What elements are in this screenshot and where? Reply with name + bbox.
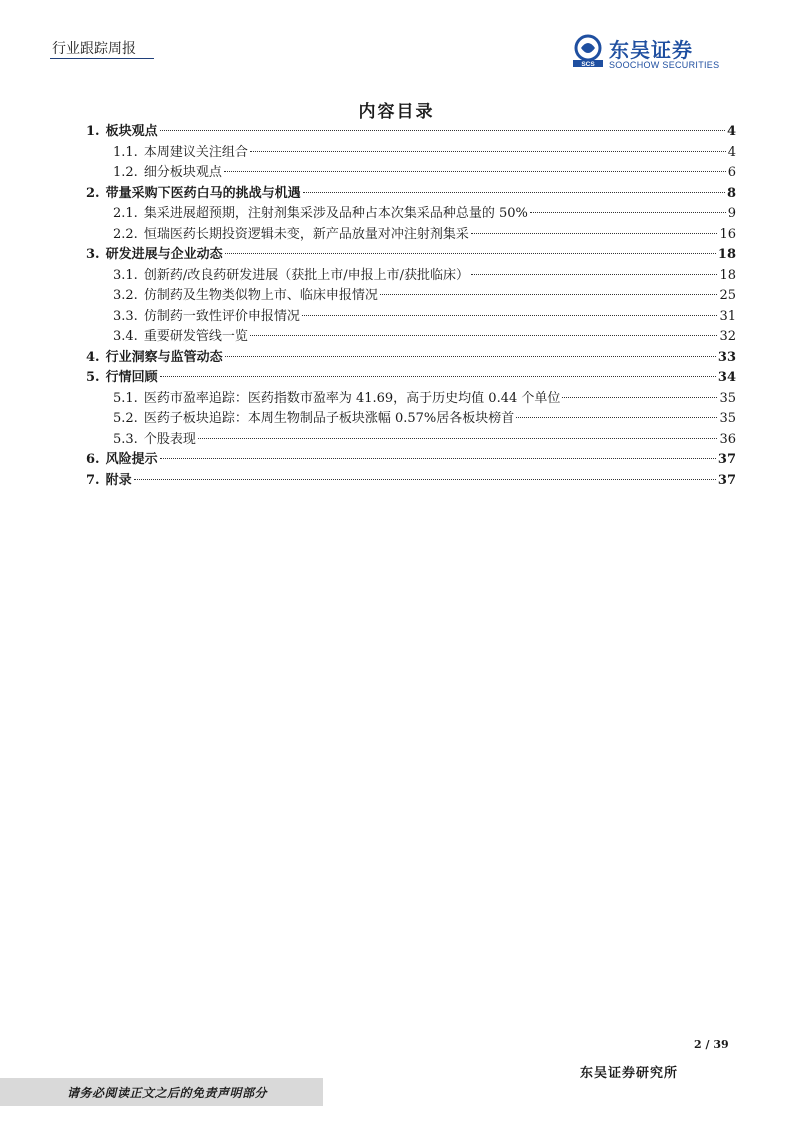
toc-leader-dots [471,233,718,234]
toc-entry-page: 35 [719,390,736,406]
footer-organization: 东吴证券研究所 [580,1066,679,1081]
toc-entry-page: 18 [719,267,736,283]
toc-entry-number: 5.2. [113,411,138,426]
toc-entry[interactable] [86,368,736,389]
toc-entry-label: 创新药/改良药研发进展（获批上市/申报上市/获批临床） [143,267,469,283]
toc-entry-label: 集采进展超预期，注射剂集采涉及品种占本次集采品种总量的 50% [143,206,528,221]
toc-leader-dots [380,294,718,295]
toc-entry-number: 3.1. [113,267,138,283]
toc-entry[interactable] [86,143,736,164]
toc-entry-number: 5.3. [113,431,138,447]
toc-entry-number: 3.4. [113,329,138,344]
toc-entry-page: 16 [719,226,736,242]
toc-entry[interactable] [86,307,736,328]
toc-entry[interactable] [86,122,736,143]
toc-entry-label: 附录 [105,472,132,488]
toc-entry-number: 4. [86,349,100,365]
toc-entry-label: 医药市盈率追踪：医药指数市盈率为 41.69，高于历史均值 0.44 个单位 [143,390,561,406]
toc-entry[interactable] [86,327,736,348]
toc-leader-dots [198,438,718,439]
logo-mark-text: SCS [581,61,595,68]
toc-entry-page: 31 [719,308,736,324]
toc-entry-label: 细分板块观点 [143,165,222,180]
toc-entry-page: 36 [719,431,736,447]
toc-entry-page: 4 [726,124,736,139]
toc-leader-dots [516,417,717,418]
toc-entry[interactable] [86,409,736,430]
toc-leader-dots [302,315,718,316]
toc-entry-number: 1.1. [113,144,138,160]
toc-entry-label: 行业洞察与监管动态 [105,349,223,365]
footer-disclaimer-band [0,1078,323,1106]
toc-leader-dots [160,376,716,377]
toc-entry-label: 本周建议关注组合 [143,144,248,160]
toc-entry[interactable] [86,245,736,266]
toc-title: 内容目录 [358,102,435,122]
toc-entry-page: 25 [719,288,736,303]
toc-entry-page: 37 [717,452,736,467]
toc-entry[interactable] [86,348,736,369]
toc-entry-label: 仿制药一致性评价申报情况 [143,308,300,324]
logo-chinese-name: 东吴证券 [609,38,693,62]
table-of-contents [86,122,736,491]
toc-entry-number: 5.1. [113,390,138,406]
toc-entry[interactable] [86,430,736,451]
toc-entry[interactable] [86,286,736,307]
toc-leader-dots [471,274,718,275]
toc-entry-label: 恒瑞医药长期投资逻辑未变，新产品放量对冲注射剂集采 [143,226,469,242]
toc-entry-label: 仿制药及生物类似物上市、临床申报情况 [143,288,378,303]
toc-entry[interactable] [86,204,736,225]
toc-entry-page: 9 [727,206,736,221]
toc-entry-label: 风险提示 [105,452,158,467]
toc-entry-page: 32 [719,329,736,344]
report-type-label: 行业跟踪周报 [52,41,136,57]
toc-entry[interactable] [86,225,736,246]
toc-entry-page: 35 [719,411,736,426]
toc-leader-dots [303,192,725,193]
toc-entry[interactable] [86,471,736,492]
toc-entry-page: 37 [717,472,736,488]
toc-entry-page: 18 [717,247,736,262]
toc-entry-label: 医药子板块追踪：本周生物制品子板块涨幅 0.57%居各板块榜首 [143,411,515,426]
toc-entry[interactable] [86,163,736,184]
toc-entry-number: 2.2. [113,226,138,242]
toc-entry[interactable] [86,389,736,410]
toc-entry-label: 重要研发管线一览 [143,329,248,344]
toc-entry-label: 个股表现 [143,431,196,447]
page-number: 2 / 39 [694,1038,729,1051]
toc-entry-number: 3. [86,247,100,262]
toc-entry-page: 6 [727,165,736,180]
toc-leader-dots [134,479,716,480]
toc-entry[interactable] [86,266,736,287]
toc-entry-number: 3.2. [113,288,138,303]
toc-entry-page: 8 [726,185,736,201]
toc-leader-dots [224,171,726,172]
logo-mark-icon [571,34,605,68]
company-logo [571,34,731,74]
toc-entry[interactable] [86,450,736,471]
toc-entry-number: 7. [86,472,100,488]
footer-disclaimer: 请务必阅读正文之后的免责声明部分 [67,1086,268,1100]
toc-entry-number: 3.3. [113,308,138,324]
toc-leader-dots [160,130,725,131]
toc-entry-number: 2.1. [113,206,138,221]
toc-entry-number: 2. [86,185,100,201]
toc-entry-label: 研发进展与企业动态 [105,247,223,262]
toc-leader-dots [250,335,718,336]
toc-leader-dots [250,151,726,152]
toc-entry-page: 34 [717,370,736,385]
toc-leader-dots [530,212,726,213]
toc-entry-label: 带量采购下医药白马的挑战与机遇 [105,185,301,201]
toc-leader-dots [225,356,716,357]
toc-entry-page: 33 [717,349,736,365]
toc-leader-dots [160,458,716,459]
toc-leader-dots [225,253,716,254]
toc-entry-page: 4 [727,144,736,160]
header-underline [50,58,154,59]
toc-entry-label: 行情回顾 [105,370,158,385]
toc-entry-number: 1.2. [113,165,138,180]
toc-entry-label: 板块观点 [105,124,158,139]
toc-leader-dots [562,397,717,398]
toc-entry-number: 6. [86,452,100,467]
toc-entry[interactable] [86,184,736,205]
toc-entry-number: 1. [86,124,100,139]
logo-english-name: SOOCHOW SECURITIES [609,60,720,70]
toc-entry-number: 5. [86,370,100,385]
